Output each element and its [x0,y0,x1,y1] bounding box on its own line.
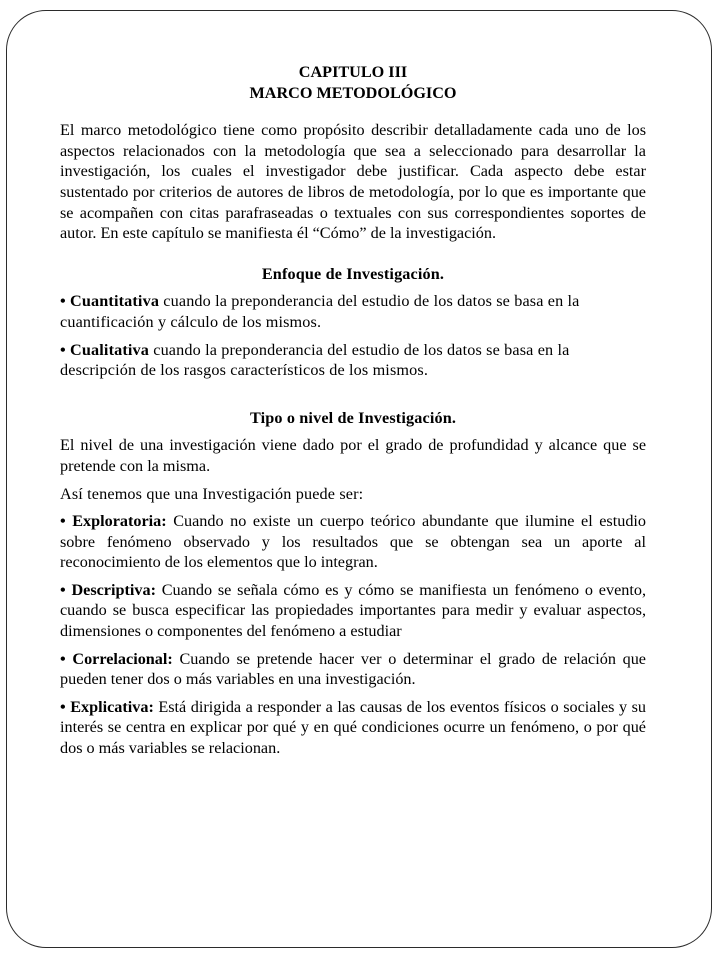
list-item-explicativa [60,697,646,759]
term-description: cuando la preponderancia del estudio de los datos se basa en la cuantificación y cálculo de los mismos. [60,292,580,331]
term-description: Cuando se pretende hacer ver o determinar el grado de relación que pueden tener dos o más variables en una investigación. [60,649,646,689]
page-title: MARCO METODOLÓGICO [249,83,457,102]
list-item-cuantitativa [60,291,646,332]
section-heading-tipo: Tipo o nivel de Investigación. [249,408,457,427]
term-label: Explicativa: [70,697,154,716]
chapter-label: CAPITULO III [298,63,408,81]
list-item-cualitativa [60,340,646,381]
bullet: • [60,512,66,531]
term-description: Está dirigida a responder a las causas de los eventos físicos o sociales y su interés se centra en explicar por qué y en qué condiciones ocurre un fenómeno, o por qué dos o más variables se relacionan. [60,697,646,758]
term-description: cuando la preponderancia del estudio de los datos se basa en la descripción de los rasgos característicos de los mismos. [60,340,570,380]
list-item-descriptiva [60,580,646,642]
term-label: Cualitativa [70,340,150,359]
tipo-paragraph: El nivel de una investigación viene dado por el grado de profundidad y alcance que se pretende con la misma. [60,436,646,475]
term-label: Descriptiva: [71,580,156,599]
tipo-intro-line: Así tenemos que una Investigación puede ser: [60,484,364,503]
bullet: • [60,649,66,668]
bullet: • [60,340,66,359]
term-label: Exploratoria: [72,512,167,531]
intro-paragraph: El marco metodológico tiene como propósito describir detalladamente cada uno de los aspectos relacionados con la metodología que sea a seleccionado para desarrollar la investigación, los cuales el investigador debe justificar. Cada aspecto debe estar sustentado por criterios de autores de libros de metodología, por lo que es importante que se acompañen con citas parafraseadas o textuales con sus correspondientes soportes de autor. En este capítulo se manifiesta él “Cómo” de la investigación. [60,121,646,243]
section-heading-enfoque: Enfoque de Investigación. [261,264,445,283]
bullet: • [60,292,66,311]
bullet: • [60,580,66,599]
bullet: • [60,697,66,716]
term-description: Cuando no existe un cuerpo teórico abundante que ilumine el estudio sobre fenómeno observado y los resultados que se obtengan sea un aporte al reconocimiento de los elementos que lo integran. [60,512,647,572]
list-item-exploratoria [60,511,646,573]
term-label: Correlacional: [72,649,173,668]
term-description: Cuando se señala cómo es y cómo se manifiesta un fenómeno o evento, cuando se busca especificar las propiedades importantes para medir y evaluar aspectos, dimensiones o componentes del fenómeno a estudiar [60,580,646,641]
list-item-correlacional [60,649,646,690]
term-label: Cuantitativa [70,292,160,311]
document-body [60,62,646,766]
